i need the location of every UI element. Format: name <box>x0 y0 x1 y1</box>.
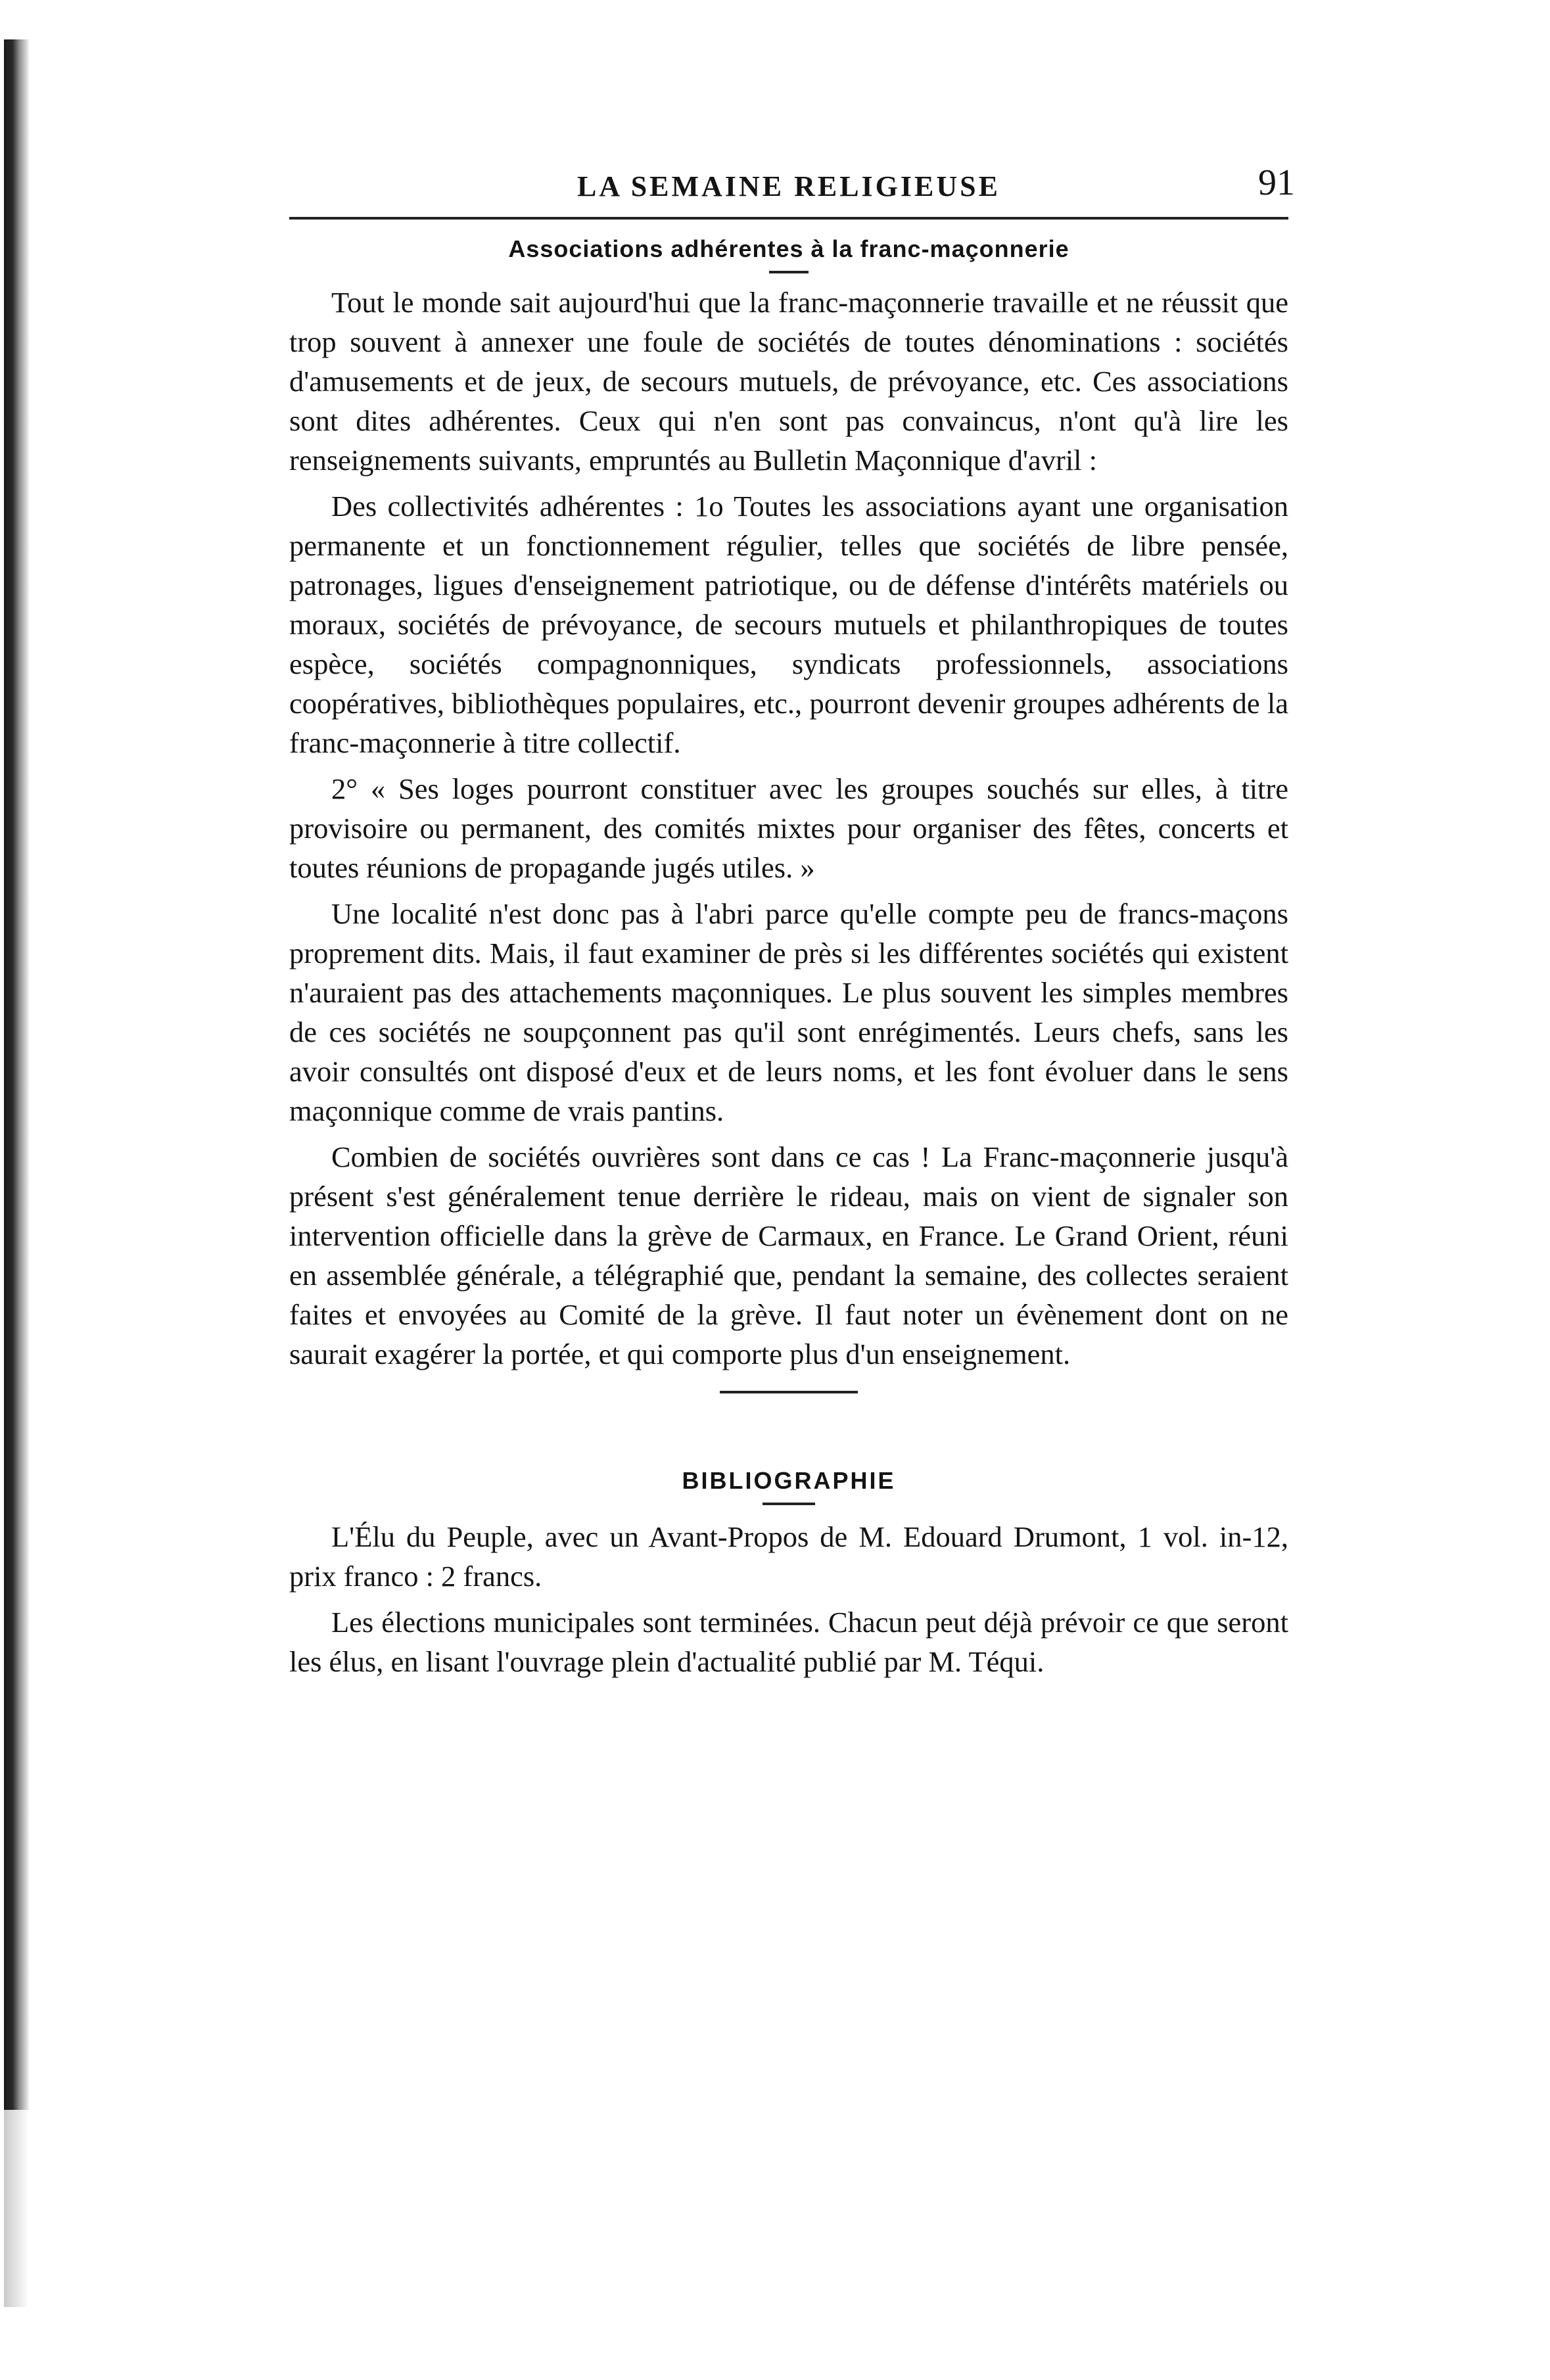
article-paragraph: Des collectivités adhérentes : 1o Toutes les associations ayant une organisation permanente et un fonctionnement régulier, telles que sociétés de libre pensée, patronages, ligues d'enseignement patriotique, ou de défense d'intérêts matériels ou moraux, sociétés de prévoyance, de secours mutuels et philanthropiques de toutes espèce, sociétés compagnonniques, syndicats professionnels, associations coopératives, bibliothèques populaires, etc., pourront devenir groupes adhérents de la franc-maçonnerie à titre collectif. <box>289 490 1288 759</box>
bibliography-entry: L'Élu du Peuple, avec un Avant-Propos de M. Edouard Drumont, 1 vol. in-12, prix franco : 2 francs. <box>289 1520 1288 1593</box>
article-paragraph: Une localité n'est donc pas à l'abri parce qu'elle compte peu de francs-maçons proprement dits. Mais, il faut examiner de près si les différentes sociétés qui existent n'auraient pas des attachements maçonniques. Le plus souvent les simples membres de ces sociétés ne soupçonnent pas qu'il sont enrégimentés. Leurs chefs, sans les avoir consultés ont disposé d'eux et de leurs noms, et les font évoluer dans le sens maçonnique comme de vrais pantins. <box>289 897 1288 1127</box>
article-title: Associations adhérentes à la franc-maçonnerie <box>508 235 1069 262</box>
bibliography-title: BIBLIOGRAPHIE <box>682 1467 896 1494</box>
article-paragraph: 2° « Ses loges pourront constituer avec les groupes souchés sur elles, à titre provisoire ou permanent, des comités mixtes pour organiser des fêtes, concerts et toutes réunions de propagande jugés utiles. » <box>289 772 1288 884</box>
section-end-rule <box>720 1391 858 1393</box>
title-rule <box>769 271 809 273</box>
running-title: LA SEMAINE RELIGIEUSE <box>577 170 1000 202</box>
article-paragraph: Tout le monde sait aujourd'hui que la franc-maçonnerie travaille et ne réussit que trop souvent à annexer une foule de sociétés de toutes dénominations : sociétés d'amusements et de jeux, de secours mutuels, de prévoyance, etc. Ces associations sont dites adhérentes. Ceux qui n'en sont pas convaincus, n'ont qu'à lire les renseignements suivants, empruntés au Bulletin Maçonnique d'avril : <box>289 286 1288 477</box>
article-body <box>289 283 1288 1374</box>
bibliography-paragraph: Les élections municipales sont terminées. Chacun peut déjà prévoir ce que seront les élus, en lisant l'ouvrage plein d'actualité publié par M. Téqui. <box>289 1606 1288 1678</box>
page-number: 91 <box>1258 162 1295 203</box>
article-paragraph: Combien de sociétés ouvrières sont dans ce cas ! La Franc-maçonnerie jusqu'à présent s'est généralement tenue derrière le rideau, mais on vient de signaler son intervention officielle dans la grève de Carmaux, en France. Le Grand Orient, réuni en assemblée générale, a télégraphié que, pendant la semaine, des collectes seraient faites et envoyées au Comité de la grève. Il faut noter un évènement dont on ne saurait exagérer la portée, et qui comporte plus d'un enseignement. <box>289 1140 1288 1370</box>
running-head <box>289 158 1295 220</box>
scan-edge-shadow <box>4 39 29 2110</box>
page-content <box>289 158 1295 1681</box>
scan-edge-shadow-lower <box>4 2110 29 2307</box>
bibliography-rule <box>763 1503 815 1505</box>
bibliography-body <box>289 1517 1288 1681</box>
